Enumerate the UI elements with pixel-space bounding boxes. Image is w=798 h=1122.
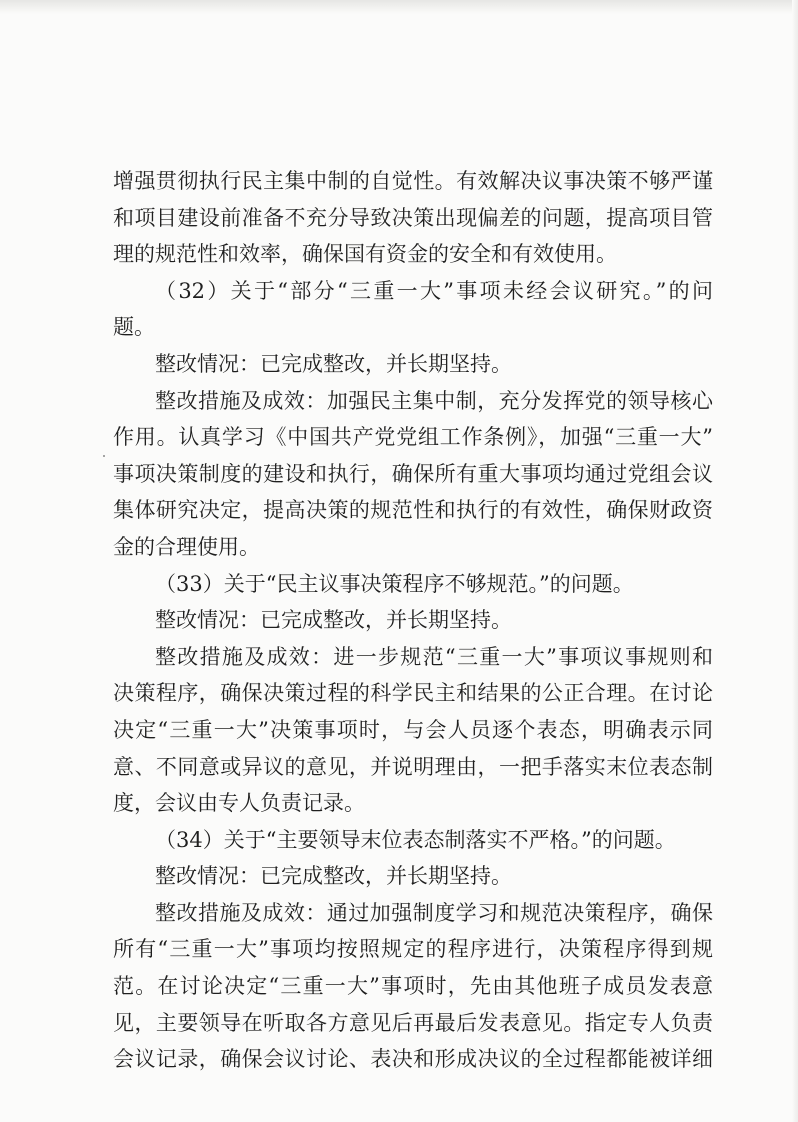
text-line: 会议记录，确保会议讨论、表决和形成决议的全过程都能被详细 (113, 1047, 713, 1072)
text-line: 决定“三重一大”决策事项时，与会人员逐个表态，明确表示同 (113, 717, 713, 742)
text-line: 度，会议由专人负责记录。 (113, 791, 365, 816)
item-34-status: 整改情况：已完成整改，并长期坚持。 (155, 864, 512, 889)
item-34-heading: （34）关于“主要领导末位表态制落实不严格。”的问题。 (155, 827, 676, 852)
text-line: 增强贯彻执行民主集中制的自觉性。有效解决议事决策不够严谨 (113, 169, 713, 193)
text-line: 见，主要领导在听取各方意见后再最后发表意见。指定专人负责 (113, 1010, 713, 1035)
item-33-status: 整改情况：已完成整改，并长期坚持。 (155, 608, 512, 633)
text-line: 所有“三重一大”事项均按照规定的程序进行，决策程序得到规 (113, 937, 713, 962)
item-32-status: 整改情况：已完成整改，并长期坚持。 (155, 351, 512, 376)
item-32-measures: 整改措施及成效：加强民主集中制，充分发挥党的领导核心 (155, 388, 713, 413)
item-33-measures: 整改措施及成效：进一步规范“三重一大”事项议事规则和 (155, 644, 713, 669)
item-32-heading-cont: 题。 (113, 315, 155, 340)
scan-edge-right (792, 0, 798, 1122)
text-line: 和项目建设前准备不充分导致决策出现偏差的问题，提高项目管 (113, 205, 713, 230)
text-line: 意、不同意或异议的意见，并说明理由，一把手落实末位表态制 (113, 754, 713, 779)
document-body (113, 163, 713, 1078)
scan-edge-top (0, 0, 798, 14)
text-line: 事项决策制度的建设和执行，确保所有重大事项均通过党组会议 (113, 461, 713, 486)
scan-speck (103, 455, 105, 457)
text-line: 集体研究决定，提高决策的规范性和执行的有效性，确保财政资 (113, 498, 713, 523)
text-line: 理的规范性和效率，确保国有资金的安全和有效使用。 (113, 242, 617, 267)
text-line: 作用。认真学习《中国共产党党组工作条例》，加强“三重一大” (113, 425, 713, 450)
text-line: 金的合理使用。 (113, 534, 260, 559)
item-33-heading: （33）关于“民主议事决策程序不够规范。”的问题。 (155, 571, 634, 596)
item-34-measures: 整改措施及成效：通过加强制度学习和规范决策程序，确保 (155, 900, 713, 925)
item-32-heading: （32）关于“部分“三重一大”事项未经会议研究。”的问 (155, 278, 713, 303)
text-line: 决策程序，确保决策过程的科学民主和结果的公正合理。在讨论 (113, 681, 713, 706)
text-line: 范。在讨论决定“三重一大”事项时，先由其他班子成员发表意 (113, 974, 713, 999)
